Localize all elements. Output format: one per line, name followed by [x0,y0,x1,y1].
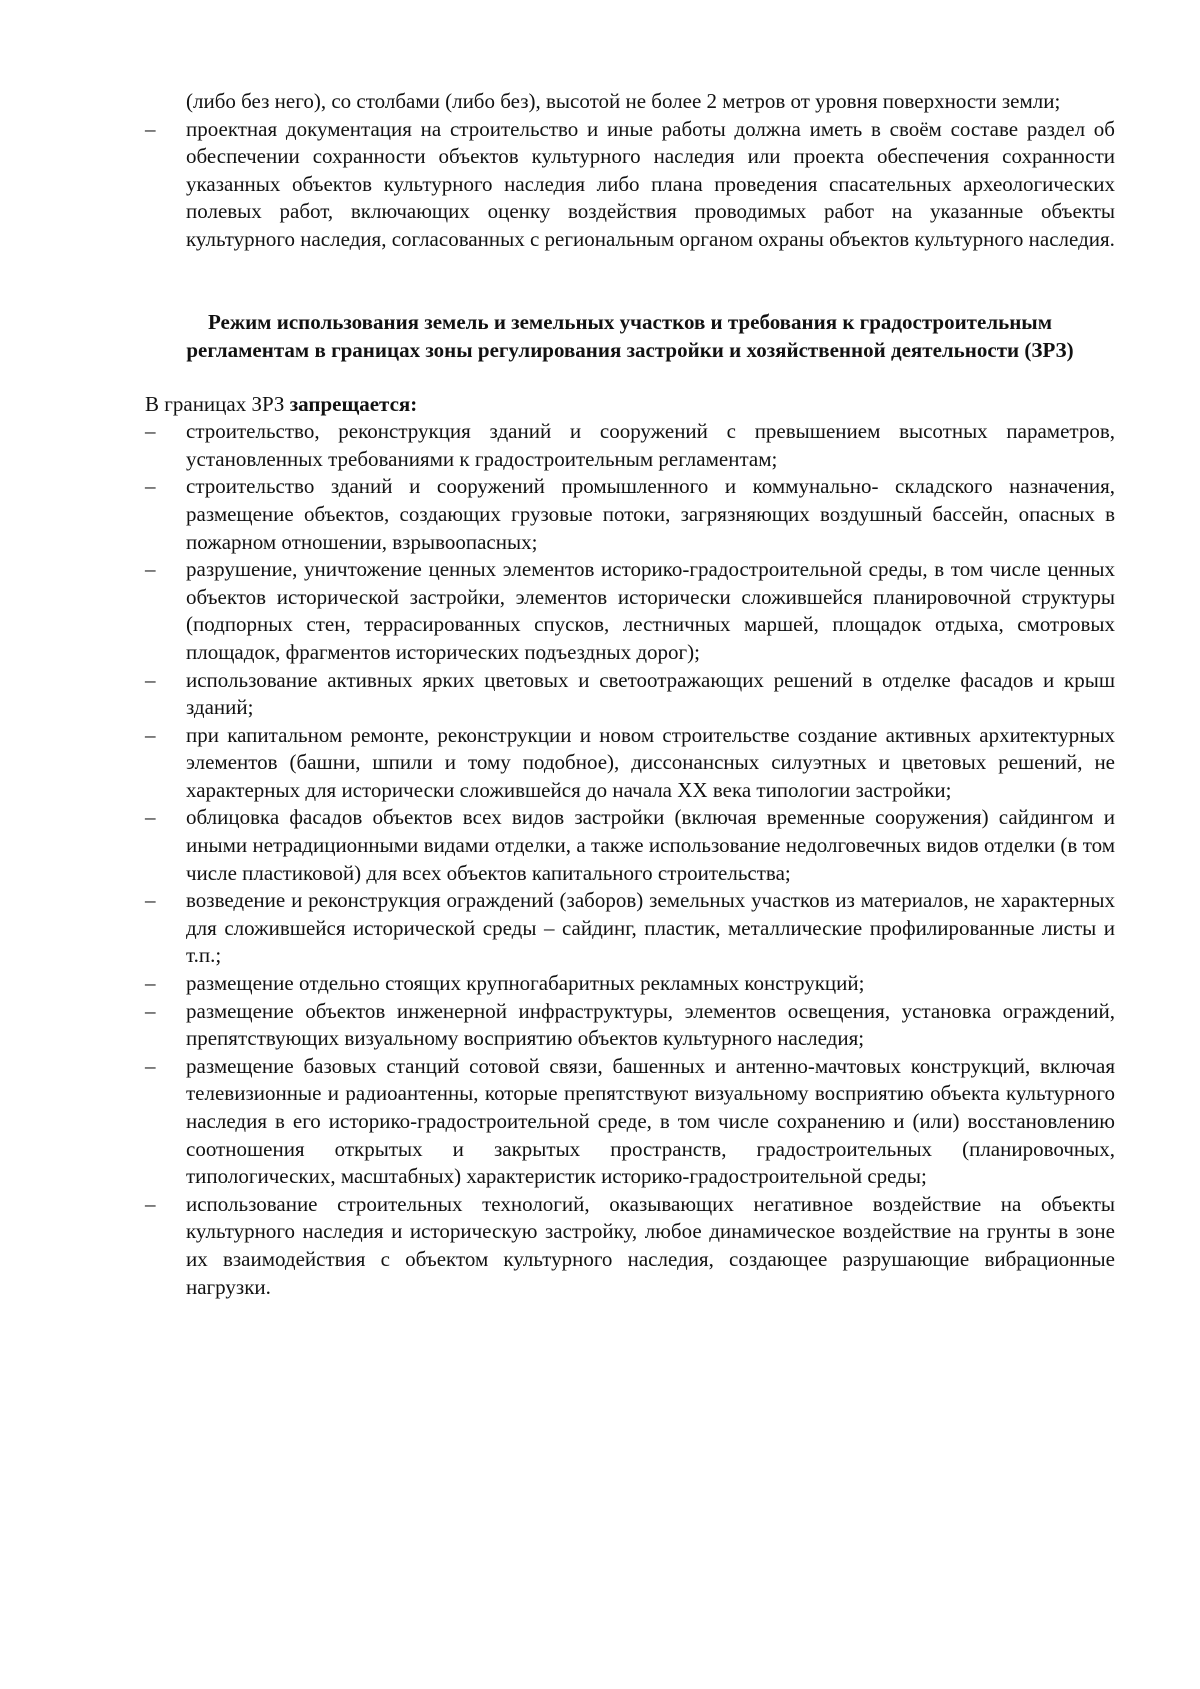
list-item: – разрушение, уничтожение ценных элементов историко-градостроительной среды, в том числе ценных объектов исторической застройки, элементов исторически сложившейся планировочной структуры (подпорных стен, террасированных спусков, лестничных маршей, площадок отдыха, смотровых площадок, фрагментов исторических подъездных дорог); [145,556,1115,666]
list-item: – использование строительных технологий, оказывающих негативное воздействие на объекты культурного наследия и историческую застройку, любое динамическое воздействие на грунты в зоне их взаимодействия с объектом культурного наследия, создающее разрушающие вибрационные нагрузки. [145,1191,1115,1301]
list-item: – при капитальном ремонте, реконструкции и новом строительстве создание активных архитектурных элементов (башни, шпили и тому подобное), диссонансных силуэтных и цветовых решений, не характерных для исторически сложившейся до начала XX века типологии застройки; [145,722,1115,805]
top-continuation-text: (либо без него), со столбами (либо без), высотой не более 2 метров от уровня поверхности земли; [186,89,1061,113]
list-item: – проектная документация на строительство и иные работы должна иметь в своём составе раздел об обеспечении сохранности объектов культурного наследия или проекта обеспечения сохранности указанных объектов культурного наследия либо плана проведения спасательных археологических полевых работ, включающих оценку воздействия проводимых работ на указанные объекты культурного наследия, согласованных с региональным органом охраны объектов культурного наследия. [145,116,1115,254]
list-item: – размещение объектов инженерной инфраструктуры, элементов освещения, установка ограждений, препятствующих визуальному восприятию объектов культурного наследия; [145,998,1115,1053]
list-item: – использование активных ярких цветовых и светоотражающих решений в отделке фасадов и крыш зданий; [145,667,1115,722]
list-item: – облицовка фасадов объектов всех видов застройки (включая временные сооружения) сайдингом и иными нетрадиционными видами отделки, а также использование недолговечных видов отделки (в том числе пластиковой) для всех объектов капитального строительства; [145,804,1115,887]
prohibited-list [145,418,1115,1301]
list-item: – размещение отдельно стоящих крупногабаритных рекламных конструкций; [145,970,1115,998]
section-title: Режим использования земель и земельных участков и требования к градостроительным регламентам в границах зоны регулирования застройки и хозяйственной деятельности (ЗРЗ) [186,309,1074,362]
document-body [145,88,1115,1301]
intro-prefix: В границах ЗРЗ [145,391,290,416]
intro-bold: запрещается: [289,391,418,416]
list-item: – возведение и реконструкция ограждений (заборов) земельных участков из материалов, не характерных для сложившейся исторической среды – сайдинг, пластик, металлические профилированные листы и т.п.; [145,887,1115,970]
top-list [145,116,1115,254]
intro-line [145,391,1115,419]
list-item: – строительство зданий и сооружений промышленного и коммунально- складского назначения, размещение объектов, создающих грузовые потоки, загрязняющих воздушный бассейн, опасных в пожарном отношении, взрывоопасных; [145,473,1115,556]
list-item: – строительство, реконструкция зданий и сооружений с превышением высотных параметров, установленных требованиями к градостроительным регламентам; [145,418,1115,473]
list-item: – размещение базовых станций сотовой связи, башенных и антенно-мачтовых конструкций, включая телевизионные и радиоантенны, которые препятствуют визуальному восприятию объекта культурного наследия в его историко-градостроительной среде, в том числе сохранению и (или) восстановлению соотношения открытых и закрытых пространств, градостроительных (планировочных, типологических, масштабных) характеристик историко-градостроительной среды; [145,1053,1115,1191]
